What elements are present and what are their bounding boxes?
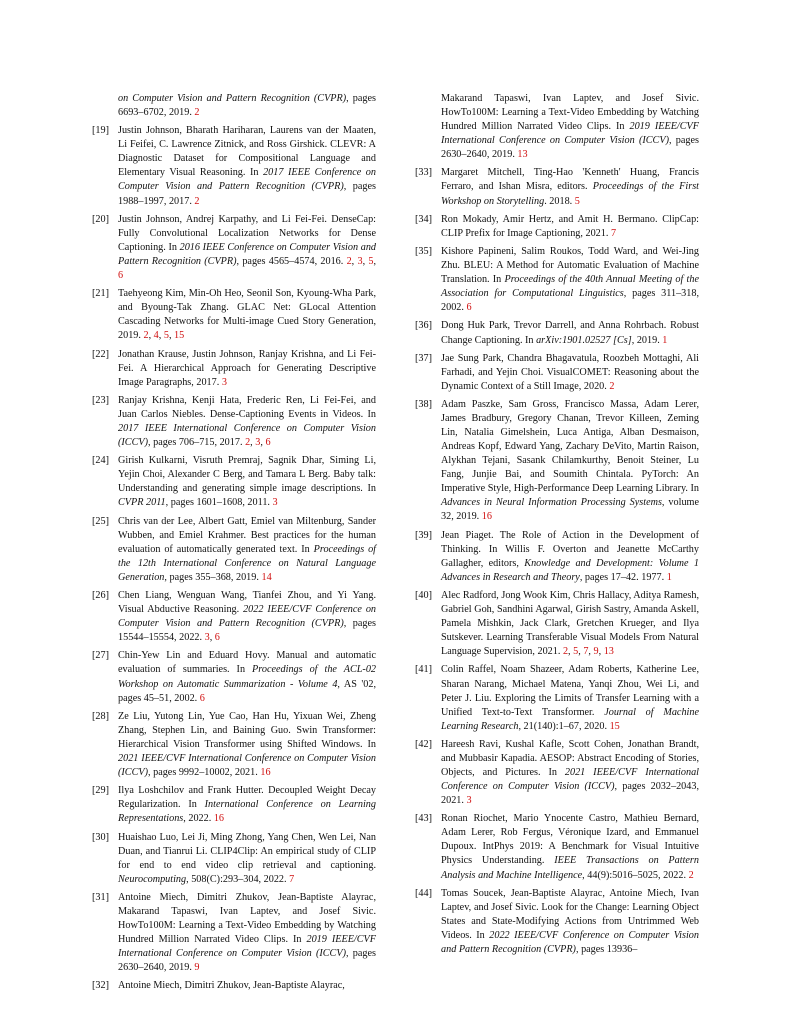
reference-venue: Neurocomputing bbox=[118, 873, 187, 885]
reference-text: Chris van der Lee, Albert Gatt, Emiel van Miltenburg, Sander Wubben, and Emiel Krahmer. Best practices for the human evaluation of automatically generated text. In bbox=[118, 515, 376, 555]
citation-backlink[interactable]: 6 bbox=[214, 632, 220, 644]
reference-text: Justin Johnson, Andrej Karpathy, and Li Fei-Fei. DenseCap: Fully Convolutional Localization Networks for Dense Captioning. In bbox=[118, 213, 376, 253]
citation-backlink[interactable]: 13 bbox=[603, 646, 614, 658]
reference-number: [29] bbox=[92, 785, 109, 797]
reference-text: Kishore Papineni, Salim Roukos, Todd Ward, and Wei-Jing Zhu. BLEU: A Method for Automatic Evaluation of Machine Translation. In bbox=[441, 246, 699, 286]
reference-text: , pages 355–368, 2019. bbox=[164, 571, 262, 583]
reference-venue: arXiv:1901.02527 [Cs] bbox=[536, 334, 632, 346]
reference-text: Ilya Loshchilov and Frank Hutter. Decoupled Weight Decay Regularization. In bbox=[118, 785, 376, 811]
reference-venue: IEEE Transactions on Pattern Analysis and Machine Intelligence bbox=[441, 855, 699, 881]
reference-text: , pages 1601–1608, 2011. bbox=[165, 497, 273, 509]
reference-text: Makarand Tapaswi, Ivan Laptev, and Josef Sivic. HowTo100M: Learning a Text-Video Embedding by Watching Hundred Million Narrated Video Clips. In bbox=[441, 93, 699, 133]
citation-backlink[interactable]: 9 bbox=[593, 646, 599, 658]
citation-backlink[interactable]: 6 bbox=[466, 302, 472, 314]
reference-number: [23] bbox=[92, 394, 109, 406]
reference-entry bbox=[92, 124, 376, 208]
reference-text: , pages 17–42. 1977. bbox=[579, 571, 667, 583]
citation-backlink[interactable]: 2 bbox=[194, 195, 200, 207]
reference-number: [26] bbox=[92, 590, 109, 602]
citation-backlink[interactable]: 5 bbox=[573, 646, 579, 658]
reference-venue: International Conference on Learning Representations bbox=[118, 799, 376, 825]
reference-venue: on Computer Vision and Pattern Recognition (CVPR) bbox=[118, 93, 347, 104]
reference-text: Justin Johnson, Bharath Hariharan, Laurens van der Maaten, Li Feifei, C. Lawrence Zitnick, and Ross Girshick. CLEVR: A Diagnostic Dataset for Compositional Language and Elementary Visual Reasoning. In bbox=[118, 125, 376, 179]
reference-number: [30] bbox=[92, 831, 109, 843]
citation-backlink[interactable]: 5 bbox=[574, 195, 580, 207]
reference-text: , pages 1988–1997, 2017. bbox=[118, 181, 376, 207]
reference-number: [42] bbox=[415, 738, 432, 750]
reference-venue: 2017 IEEE International Conference on Computer Vision (ICCV) bbox=[118, 422, 376, 449]
reference-venue: Knowledge and Development: Volume 1 Advances in Research and Theory bbox=[441, 557, 700, 583]
reference-text: Antoine Miech, Dimitri Zhukov, Jean-Baptiste Alayrac, Makarand Tapaswi, Ivan Laptev, and Josef Sivic. HowTo100M: Learning a Text-Video Embedding by Watching Hundred Million Narrated Video Clips. In bbox=[118, 891, 376, 946]
reference-number: [40] bbox=[415, 590, 432, 602]
reference-entry bbox=[92, 348, 376, 390]
reference-entry bbox=[92, 979, 376, 993]
reference-entry: [21] Taehyeong Kim, Min-Oh Heo, Seonil Son, Kyoung-Wha Park, and Byoung-Tak Zhang. GLAC Net: GLocal Attention Cascading Networks for Multi-image Cued Story Generation, 2019. 2, 4, 5, 15 bbox=[92, 288, 376, 342]
reference-entry bbox=[415, 398, 699, 524]
citation-backlink[interactable]: 9 bbox=[194, 962, 200, 974]
reference-text: Ronan Riochet, Mario Ynocente Castro, Mathieu Bernard, Adam Lerer, Rob Fergus, Véronique Izard, and Emmanuel Dupoux. IntPhys 2019: A Benchmark for Visual Intuitive Physics Understanding. bbox=[441, 813, 699, 867]
reference-venue: Advances in Neural Information Processing Systems bbox=[441, 497, 662, 509]
reference-number: [41] bbox=[415, 664, 432, 676]
citation-backlink[interactable]: 3 bbox=[272, 497, 278, 509]
citation-backlink[interactable]: 16 bbox=[481, 511, 492, 523]
reference-entry bbox=[415, 166, 699, 208]
reference-text: , AS '02, pages 45–51, 2002. bbox=[118, 678, 376, 704]
citation-backlink[interactable]: 5 bbox=[368, 255, 374, 267]
reference-text: , pages 13936– bbox=[575, 943, 638, 955]
citation-backlink[interactable]: 7 bbox=[610, 227, 617, 239]
reference-entry bbox=[92, 515, 376, 585]
reference-number: [33] bbox=[415, 167, 432, 179]
reference-entry bbox=[92, 891, 376, 975]
reference-text: Adam Paszke, Sam Gross, Francisco Massa, Adam Lerer, James Bradbury, Gregory Chanan, Trevor Killeen, Zeming Lin, Natalia Gimelshein, Luca Antiga, Alban Desmaison, Andreas Kopf, Edward Yang, Zachary DeVito, Martin Raison, Alykhan Tejani, Sasank Chilamkurthy, Benoit Steiner, Lu Fang, Junjie Bai, and Soumith Chintala. PyTorch: An Imperative Style, High-Performance Deep Learning Library. In bbox=[441, 399, 699, 495]
reference-entry bbox=[92, 92, 376, 120]
reference-number: [22] bbox=[92, 348, 109, 360]
citation-backlink[interactable]: 6 bbox=[118, 269, 124, 281]
citation-backlink[interactable]: 7 bbox=[583, 646, 589, 658]
citation-backlink[interactable]: 13 bbox=[517, 149, 528, 161]
reference-text: Margaret Mitchell, Ting-Hao 'Kenneth' Huang, Francis Ferraro, and Ishan Misra, editors. bbox=[441, 167, 699, 193]
citation-backlink[interactable]: 2 bbox=[143, 330, 149, 342]
citation-backlink[interactable]: 3 bbox=[204, 632, 210, 644]
reference-text: , 2022. bbox=[183, 813, 214, 825]
reference-text: Ranjay Krishna, Kenji Hata, Frederic Ren, Li Fei-Fei, and Juan Carlos Niebles. Dense-Captioning Events in Videos. In bbox=[118, 394, 376, 420]
citation-backlink[interactable]: 2 bbox=[194, 107, 200, 119]
reference-text: , pages 311–318, 2002. bbox=[441, 288, 699, 314]
reference-text: . 2018. bbox=[544, 195, 575, 207]
reference-venue: 2022 IEEE/CVF Conference on Computer Vision and Pattern Recognition (CVPR) bbox=[118, 604, 377, 630]
reference-text: Colin Raffel, Noam Shazeer, Adam Roberts, Katherine Lee, Sharan Narang, Michael Matena, Yanqi Zhou, Wei Li, and Peter J. Liu. Exploring the Limits of Transfer Learning with a Unified Text-to-Text Transformer. bbox=[441, 664, 699, 718]
reference-entry bbox=[415, 663, 699, 733]
citation-backlink[interactable]: 6 bbox=[265, 437, 271, 449]
reference-text: , pages 706–715, 2017. bbox=[148, 437, 246, 449]
reference-entry bbox=[415, 812, 699, 882]
citation-backlink[interactable]: 3 bbox=[221, 376, 227, 388]
reference-number: [28] bbox=[92, 710, 109, 722]
reference-text: , 44(9):5016–5025, 2022. bbox=[582, 869, 689, 881]
citation-backlink[interactable]: 2 bbox=[346, 255, 352, 267]
reference-entry bbox=[92, 454, 376, 510]
reference-entry bbox=[415, 213, 699, 241]
reference-entry: [26] Chen Liang, Wenguan Wang, Tianfei Zhou, and Yi Yang. Visual Abductive Reasoning. 2022 IEEE/CVF Conference on Computer Vision and Pattern Recognition (CVPR), pages 15544–15554, 2022. 3, 6 bbox=[92, 590, 377, 644]
reference-text: Ron Mokady, Amir Hertz, and Amit H. Bermano. ClipCap: CLIP Prefix for Image Captioning, 2021. bbox=[441, 213, 699, 239]
reference-text: Hareesh Ravi, Kushal Kafle, Scott Cohen, Jonathan Brandt, and Mubbasir Kapadia. AESOP: Abstract Encoding of Stories, Objects, and Pictures. In bbox=[441, 738, 699, 778]
reference-venue: 2017 IEEE Conference on Computer Vision and Pattern Recognition (CVPR) bbox=[118, 167, 376, 193]
citation-backlink[interactable]: 15 bbox=[609, 720, 620, 732]
reference-number: [34] bbox=[415, 213, 432, 225]
reference-number: [43] bbox=[415, 813, 432, 825]
citation-backlink[interactable]: 15 bbox=[174, 330, 185, 342]
reference-number: [24] bbox=[92, 455, 109, 467]
reference-entry: [23] Ranjay Krishna, Kenji Hata, Frederic Ren, Li Fei-Fei, and Juan Carlos Niebles. Dense-Captioning Events in Videos. In 2017 IEEE International Conference on Computer Vision (ICCV), pages 706–715, 2017. 2, 3, 6 bbox=[92, 394, 376, 449]
reference-entry bbox=[92, 784, 376, 826]
reference-entry bbox=[415, 245, 699, 315]
reference-number: [36] bbox=[415, 320, 432, 332]
reference-text: Ze Liu, Yutong Lin, Yue Cao, Han Hu, Yixuan Wei, Zheng Zhang, Stephen Lin, and Baining Guo. Swin Transformer: Hierarchical Vision Transformer using Shifted Windows. In bbox=[118, 710, 376, 750]
reference-text: Tomas Soucek, Jean-Baptiste Alayrac, Antoine Miech, Ivan Laptev, and Josef Sivic. Look for the Change: Learning Object States and State-Modifying Actions from Untrimmed Web Videos. In bbox=[441, 887, 699, 941]
reference-entry bbox=[415, 319, 699, 347]
reference-text: , pages 15544–15554, 2022. bbox=[118, 618, 376, 644]
citation-backlink[interactable]: 3 bbox=[255, 437, 261, 449]
reference-venue: CVPR 2011 bbox=[118, 497, 166, 509]
reference-entry bbox=[415, 92, 699, 162]
reference-text: , pages 2032–2043, 2021. bbox=[441, 781, 699, 807]
reference-text: Alec Radford, Jong Wook Kim, Chris Hallacy, Aditya Ramesh, Gabriel Goh, Sandhini Agarwal, Girish Sastry, Amanda Askell, Pamela Mishkin, Jack Clark, Gretchen Krueger, and Ilya Sutskever. Learning Transferable Visual Models From Natural Language Supervision, 2021. bbox=[441, 590, 699, 658]
reference-text: , pages 9992–10002, 2021. bbox=[148, 766, 261, 778]
reference-venue: Proceedings of the First Workshop on Storytelling bbox=[441, 181, 699, 207]
reference-text: Antoine Miech, Dimitri Zhukov, Jean-Baptiste Alayrac, bbox=[118, 980, 345, 992]
reference-text: , 21(140):1–67, 2020. bbox=[518, 720, 610, 732]
reference-venue: Proceedings of the 12th International Conference on Natural Language Generation bbox=[118, 543, 377, 583]
reference-text: , pages 2630–2640, 2019. bbox=[118, 948, 376, 974]
reference-number: [20] bbox=[92, 213, 109, 225]
reference-number: [39] bbox=[415, 529, 432, 541]
reference-entry bbox=[415, 887, 699, 957]
reference-venue: Proceedings of the ACL-02 Workshop on Automatic Summarization - Volume 4 bbox=[118, 664, 377, 690]
reference-number: [27] bbox=[92, 650, 109, 662]
reference-venue: 2021 IEEE/CVF International Conference on Computer Vision (ICCV) bbox=[441, 766, 699, 793]
reference-venue: 2016 IEEE Conference on Computer Vision and Pattern Recognition (CVPR) bbox=[118, 241, 377, 267]
reference-entry bbox=[92, 831, 376, 887]
citation-backlink[interactable]: 1 bbox=[666, 571, 672, 583]
reference-number: [35] bbox=[415, 246, 432, 258]
reference-venue: Proceedings of the 40th Annual Meeting of the Association for Computational Linguistics bbox=[441, 274, 699, 300]
reference-text: Taehyeong Kim, Min-Oh Heo, Seonil Son, Kyoung-Wha Park, and Byoung-Tak Zhang. GLAC Net: GLocal Attention Cascading Networks for Multi-image Cued Story Generation, 2019. bbox=[118, 288, 376, 342]
reference-number: [37] bbox=[415, 352, 432, 364]
citation-backlink[interactable]: 4 bbox=[153, 330, 159, 342]
reference-text: , pages 2630–2640, 2019. bbox=[441, 135, 699, 161]
reference-text: , 508(C):293–304, 2022. bbox=[186, 873, 290, 885]
citation-backlink[interactable]: 2 bbox=[688, 869, 694, 881]
reference-text: Huaishao Luo, Lei Ji, Ming Zhong, Yang Chen, Wen Lei, Nan Duan, and Tianrui Li. CLIP4Clip: An empirical study of CLIP for end to end video clip retrieval and captioning. bbox=[118, 831, 376, 871]
reference-entry bbox=[92, 710, 376, 780]
citation-backlink[interactable]: 2 bbox=[245, 437, 251, 449]
reference-number: [32] bbox=[92, 980, 109, 992]
reference-entry bbox=[415, 738, 699, 808]
citation-backlink[interactable]: 7 bbox=[289, 873, 295, 885]
reference-text: Dong Huk Park, Trevor Darrell, and Anna Rohrbach. Robust Change Captioning. In bbox=[441, 320, 699, 346]
reference-text: , pages 4565–4574, 2016. bbox=[236, 255, 347, 267]
citation-backlink[interactable]: 2 bbox=[609, 380, 615, 392]
citation-backlink[interactable]: 16 bbox=[260, 766, 271, 778]
reference-text: Jonathan Krause, Justin Johnson, Ranjay Krishna, and Li Fei-Fei. A Hierarchical Approach for Generating Descriptive Image Paragraphs, 2017. bbox=[118, 348, 376, 388]
reference-text: , 2019. bbox=[631, 334, 663, 346]
citation-backlink[interactable]: 14 bbox=[261, 571, 272, 583]
reference-number: [38] bbox=[415, 399, 432, 411]
reference-venue: 2022 IEEE/CVF Conference on Computer Vision and Pattern Recognition (CVPR) bbox=[441, 929, 699, 955]
reference-text: , volume 32, 2019. bbox=[441, 497, 699, 523]
citation-backlink[interactable]: 2 bbox=[562, 646, 569, 658]
reference-entry bbox=[415, 352, 699, 394]
reference-number: [19] bbox=[92, 125, 109, 137]
reference-number: [21] bbox=[92, 288, 109, 300]
reference-venue: 2019 IEEE/CVF International Conference on Computer Vision (ICCV) bbox=[118, 934, 376, 960]
reference-venue: 2019 IEEE/CVF International Conference on Computer Vision (ICCV) bbox=[441, 121, 699, 147]
citation-backlink[interactable]: 3 bbox=[466, 795, 472, 807]
citation-backlink[interactable]: 16 bbox=[213, 813, 225, 825]
reference-entry bbox=[92, 649, 376, 705]
citation-backlink[interactable]: 1 bbox=[662, 334, 668, 346]
reference-text: Girish Kulkarni, Visruth Premraj, Sagnik Dhar, Siming Li, Yejin Choi, Alexander C Berg, and Tamara L Berg. Baby talk: Understanding and generating simple image descriptions. In bbox=[118, 455, 376, 495]
citation-backlink[interactable]: 3 bbox=[357, 255, 363, 267]
references-right-column bbox=[415, 92, 699, 961]
reference-entry bbox=[415, 529, 699, 585]
reference-text: Jean Piaget. The Role of Action in the Development of Thinking. In Willis F. Overton and Jeanette McCarthy Gallagher, editors, bbox=[441, 529, 699, 569]
reference-text: Jae Sung Park, Chandra Bhagavatula, Roozbeh Mottaghi, Ali Farhadi, and Yejin Choi. VisualCOMET: Reasoning about the Dynamic Context of a Still Image, 2020. bbox=[441, 352, 699, 392]
reference-number: [31] bbox=[92, 891, 109, 903]
reference-number: [44] bbox=[415, 887, 432, 899]
citation-backlink[interactable]: 6 bbox=[199, 692, 205, 704]
reference-entry: [20] Justin Johnson, Andrej Karpathy, and Li Fei-Fei. DenseCap: Fully Convolutional Localization Networks for Dense Captioning. In 2016 IEEE Conference on Computer Vision and Pattern Recognition (CVPR), pages 4565–4574, 2016. 2, 3, 5, 6 bbox=[92, 213, 377, 281]
references-left-column bbox=[92, 92, 376, 998]
reference-text: , pages 6693–6702, 2019. bbox=[118, 93, 377, 119]
reference-venue: 2021 IEEE/CVF International Conference on Computer Vision (ICCV) bbox=[118, 752, 376, 778]
reference-text: Chen Liang, Wenguan Wang, Tianfei Zhou, and Yi Yang. Visual Abductive Reasoning. bbox=[118, 590, 376, 616]
reference-entry: [40] Alec Radford, Jong Wook Kim, Chris Hallacy, Aditya Ramesh, Gabriel Goh, Sandhini Agarwal, Girish Sastry, Amanda Askell, Pamela Mishkin, Jack Clark, Gretchen Krueger, and Ilya Sutskever. Learning Transferable Visual Models From Natural Language Supervision, 2021. 2, 5, 7, 9, 13 bbox=[415, 590, 699, 658]
reference-text: Chin-Yew Lin and Eduard Hovy. Manual and automatic evaluation of summaries. In bbox=[118, 650, 376, 676]
reference-number: [25] bbox=[92, 515, 109, 527]
citation-backlink[interactable]: 5 bbox=[163, 330, 169, 342]
reference-venue: Journal of Machine Learning Research bbox=[441, 706, 699, 732]
